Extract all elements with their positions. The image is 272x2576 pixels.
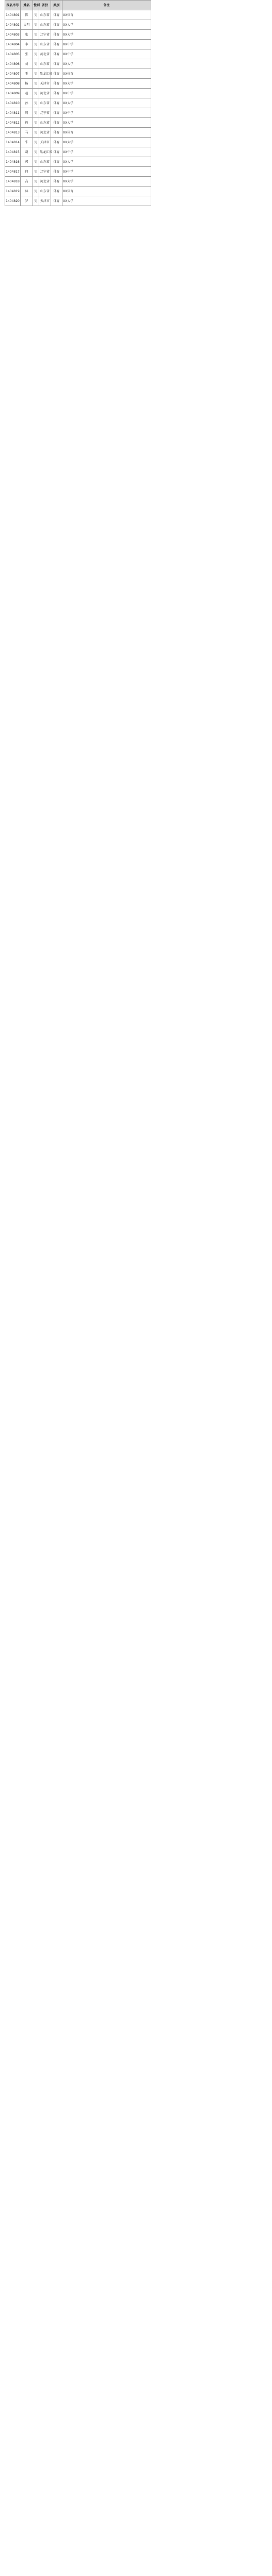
- table-row: [5, 10, 151, 20]
- table-cell: 高: [21, 177, 33, 187]
- table-row: [5, 108, 151, 118]
- table-cell: 辽宁省: [39, 167, 51, 177]
- table-cell: 辽宁省: [39, 108, 51, 118]
- table-row: [5, 167, 151, 177]
- table-row: [5, 79, 151, 89]
- column-header: 备注: [62, 1, 151, 10]
- table-row: [5, 196, 151, 206]
- table-cell: XX体育: [62, 187, 151, 196]
- table-cell: 天津市: [39, 138, 51, 147]
- table-cell: 体育: [51, 10, 62, 20]
- table-cell: 男: [33, 59, 39, 69]
- table-cell: 徐: [21, 118, 33, 128]
- table-cell: 黑龙江省: [39, 147, 51, 157]
- table-cell: 天津市: [39, 196, 51, 206]
- column-header: 报名序号: [5, 1, 21, 10]
- table-row: [5, 177, 151, 187]
- table-cell: 男: [33, 49, 39, 59]
- table-cell: 体育: [51, 187, 62, 196]
- table-cell: 体育: [51, 79, 62, 89]
- table-cell: XX大学: [62, 118, 151, 128]
- table-cell: 吴明: [21, 20, 33, 30]
- table-row: [5, 138, 151, 147]
- table-cell: 天津市: [39, 79, 51, 89]
- table-cell: XX中学: [62, 40, 151, 49]
- table-cell: 辽宁省: [39, 30, 51, 40]
- table-cell: 男: [33, 40, 39, 49]
- column-header: 省份: [39, 1, 51, 10]
- table-cell: 男: [33, 147, 39, 157]
- table-cell: 体育: [51, 49, 62, 59]
- table-cell: XX大学: [62, 157, 151, 167]
- table-cell: 杨: [21, 79, 33, 89]
- table-cell: 体育: [51, 108, 62, 118]
- table-cell: XX中学: [62, 49, 151, 59]
- candidate-table: [5, 0, 151, 206]
- table-cell: 1404809: [5, 89, 21, 98]
- table-cell: 1404817: [5, 167, 21, 177]
- table-cell: 马: [21, 128, 33, 138]
- table-cell: 1404810: [5, 98, 21, 108]
- table-cell: 体育: [51, 89, 62, 98]
- table-cell: 男: [33, 89, 39, 98]
- table-cell: XX体育: [62, 69, 151, 79]
- table-cell: 男: [33, 187, 39, 196]
- table-cell: 山东省: [39, 59, 51, 69]
- table-row: [5, 69, 151, 79]
- table-cell: XX大学: [62, 59, 151, 69]
- table-cell: 男: [33, 138, 39, 147]
- table-cell: 体育: [51, 157, 62, 167]
- table-cell: 体育: [51, 118, 62, 128]
- table-cell: 李: [21, 40, 33, 49]
- table-cell: 男: [33, 196, 39, 206]
- table-cell: 1404802: [5, 20, 21, 30]
- table-cell: 1404804: [5, 40, 21, 49]
- column-header: 类别: [51, 1, 62, 10]
- table-cell: 陈: [21, 10, 33, 20]
- table-cell: 1404811: [5, 108, 21, 118]
- table-cell: XX大学: [62, 138, 151, 147]
- table-cell: 1404803: [5, 30, 21, 40]
- table-cell: 1404819: [5, 187, 21, 196]
- table-cell: 河北省: [39, 89, 51, 98]
- table-cell: 男: [33, 177, 39, 187]
- table-cell: 男: [33, 98, 39, 108]
- table-cell: 河北省: [39, 128, 51, 138]
- table-row: [5, 118, 151, 128]
- table-row: [5, 128, 151, 138]
- table-cell: 男: [33, 128, 39, 138]
- table-cell: 张: [21, 49, 33, 59]
- table-cell: 朱: [21, 138, 33, 147]
- table-cell: 周: [21, 108, 33, 118]
- column-header: 性别: [33, 1, 39, 10]
- table-cell: 山东省: [39, 157, 51, 167]
- table-row: [5, 59, 151, 69]
- table-cell: 山东省: [39, 118, 51, 128]
- table-cell: 1404813: [5, 128, 21, 138]
- table-cell: 林: [21, 187, 33, 196]
- table-cell: 体育: [51, 20, 62, 30]
- data-sheet: [5, 0, 151, 206]
- table-row: [5, 20, 151, 30]
- table-row: [5, 98, 151, 108]
- table-row: [5, 157, 151, 167]
- column-header: 姓名: [21, 1, 33, 10]
- table-cell: XX大学: [62, 196, 151, 206]
- table-cell: 山东省: [39, 10, 51, 20]
- table-cell: XX中学: [62, 167, 151, 177]
- table-cell: 1404808: [5, 79, 21, 89]
- table-cell: 河北省: [39, 49, 51, 59]
- table-cell: XX体育: [62, 128, 151, 138]
- table-cell: 山东省: [39, 187, 51, 196]
- table-cell: XX中学: [62, 108, 151, 118]
- table-cell: XX大学: [62, 79, 151, 89]
- table-cell: 体育: [51, 69, 62, 79]
- table-cell: 体育: [51, 40, 62, 49]
- table-cell: 1404816: [5, 157, 21, 167]
- table-cell: XX大学: [62, 98, 151, 108]
- table-cell: 体育: [51, 196, 62, 206]
- table-cell: 体育: [51, 177, 62, 187]
- table-cell: XX大学: [62, 30, 151, 40]
- table-cell: 1404807: [5, 69, 21, 79]
- table-cell: XX中学: [62, 147, 151, 157]
- table-cell: 山东省: [39, 40, 51, 49]
- table-cell: 1404805: [5, 49, 21, 59]
- table-cell: 男: [33, 108, 39, 118]
- table-row: [5, 49, 151, 59]
- table-cell: 罗: [21, 196, 33, 206]
- table-cell: 山东省: [39, 20, 51, 30]
- table-cell: 男: [33, 118, 39, 128]
- table-cell: 1404815: [5, 147, 21, 157]
- table-row: [5, 147, 151, 157]
- table-cell: 男: [33, 20, 39, 30]
- table-cell: XX体育: [62, 10, 151, 20]
- table-cell: 体育: [51, 98, 62, 108]
- table-cell: 男: [33, 30, 39, 40]
- table-cell: 黑龙江省: [39, 69, 51, 79]
- header-row: [5, 1, 151, 10]
- table-cell: 胡: [21, 147, 33, 157]
- table-cell: 1404814: [5, 138, 21, 147]
- table-cell: 男: [33, 69, 39, 79]
- table-row: [5, 187, 151, 196]
- table-cell: XX大学: [62, 177, 151, 187]
- table-cell: 河北省: [39, 177, 51, 187]
- table-cell: 体育: [51, 138, 62, 147]
- table-cell: 体育: [51, 128, 62, 138]
- table-cell: 孙: [21, 98, 33, 108]
- table-cell: XX大学: [62, 20, 151, 30]
- table-cell: XX中学: [62, 89, 151, 98]
- table-row: [5, 89, 151, 98]
- table-cell: 赵: [21, 89, 33, 98]
- table-cell: 男: [33, 157, 39, 167]
- table-cell: 男: [33, 79, 39, 89]
- table-cell: 刘: [21, 59, 33, 69]
- table-cell: 何: [21, 167, 33, 177]
- table-cell: 体育: [51, 167, 62, 177]
- table-cell: 1404812: [5, 118, 21, 128]
- table-cell: 体育: [51, 59, 62, 69]
- table-cell: 1404818: [5, 177, 21, 187]
- table-row: [5, 40, 151, 49]
- table-cell: 王: [21, 69, 33, 79]
- table-cell: 男: [33, 10, 39, 20]
- table-cell: 山东省: [39, 98, 51, 108]
- table-cell: 1404801: [5, 10, 21, 20]
- table-cell: 郭: [21, 157, 33, 167]
- table-cell: 男: [33, 167, 39, 177]
- table-cell: 体育: [51, 30, 62, 40]
- table-cell: 体育: [51, 147, 62, 157]
- table-row: [5, 30, 151, 40]
- table-cell: 张: [21, 30, 33, 40]
- table-cell: 1404820: [5, 196, 21, 206]
- table-cell: 1404806: [5, 59, 21, 69]
